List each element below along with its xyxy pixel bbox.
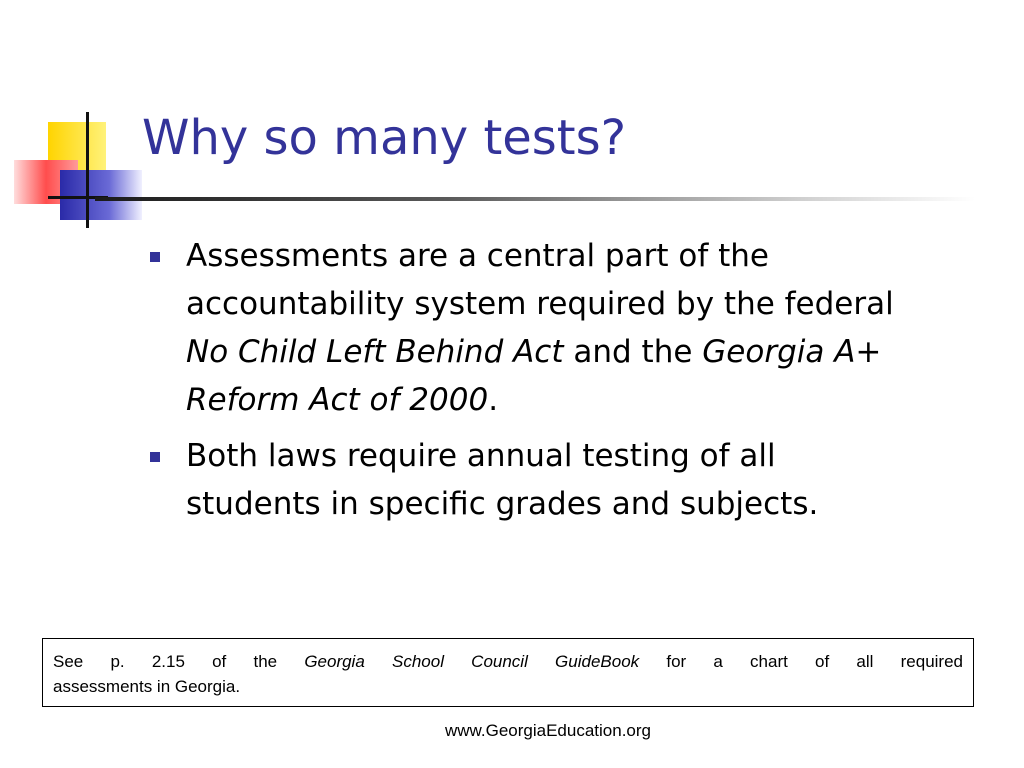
bullet-text: students in specific grades and subjects. [186,486,819,522]
bullet-list [146,232,986,536]
bullet-text-line [186,328,986,376]
bullet-text: and the [563,334,703,370]
title-divider [95,197,975,201]
act-name-georgia: Georgia A+ [702,334,882,370]
bullet-text: Both laws require annual testing of all [186,438,776,474]
note-text: for a chart of all required [639,652,963,671]
slide-title: Why so many tests? [142,110,627,166]
bullet-text: accountability system required by the federal [186,286,894,322]
note-text: See p. 2.15 of the [53,652,305,671]
act-name-nclb: No Child Left Behind Act [186,334,564,370]
act-name-georgia-cont: Reform Act of 2000 [186,382,489,418]
bullet-item [146,432,986,528]
note-text: assessments in Georgia. [53,677,241,696]
note-line [53,649,963,674]
bullet-item [146,232,986,424]
bullet-text: Assessments are a central part of the [186,238,769,274]
bullet-square-icon [150,252,160,262]
footer-url: www.GeorgiaEducation.org [445,721,652,740]
bullet-square-icon [150,452,160,462]
note-book-title: Georgia School Council GuideBook [304,652,640,671]
bullet-text-line [186,376,986,424]
note-box [42,638,974,707]
slide-logo-graphic [0,0,150,240]
bullet-text: . [488,382,499,418]
